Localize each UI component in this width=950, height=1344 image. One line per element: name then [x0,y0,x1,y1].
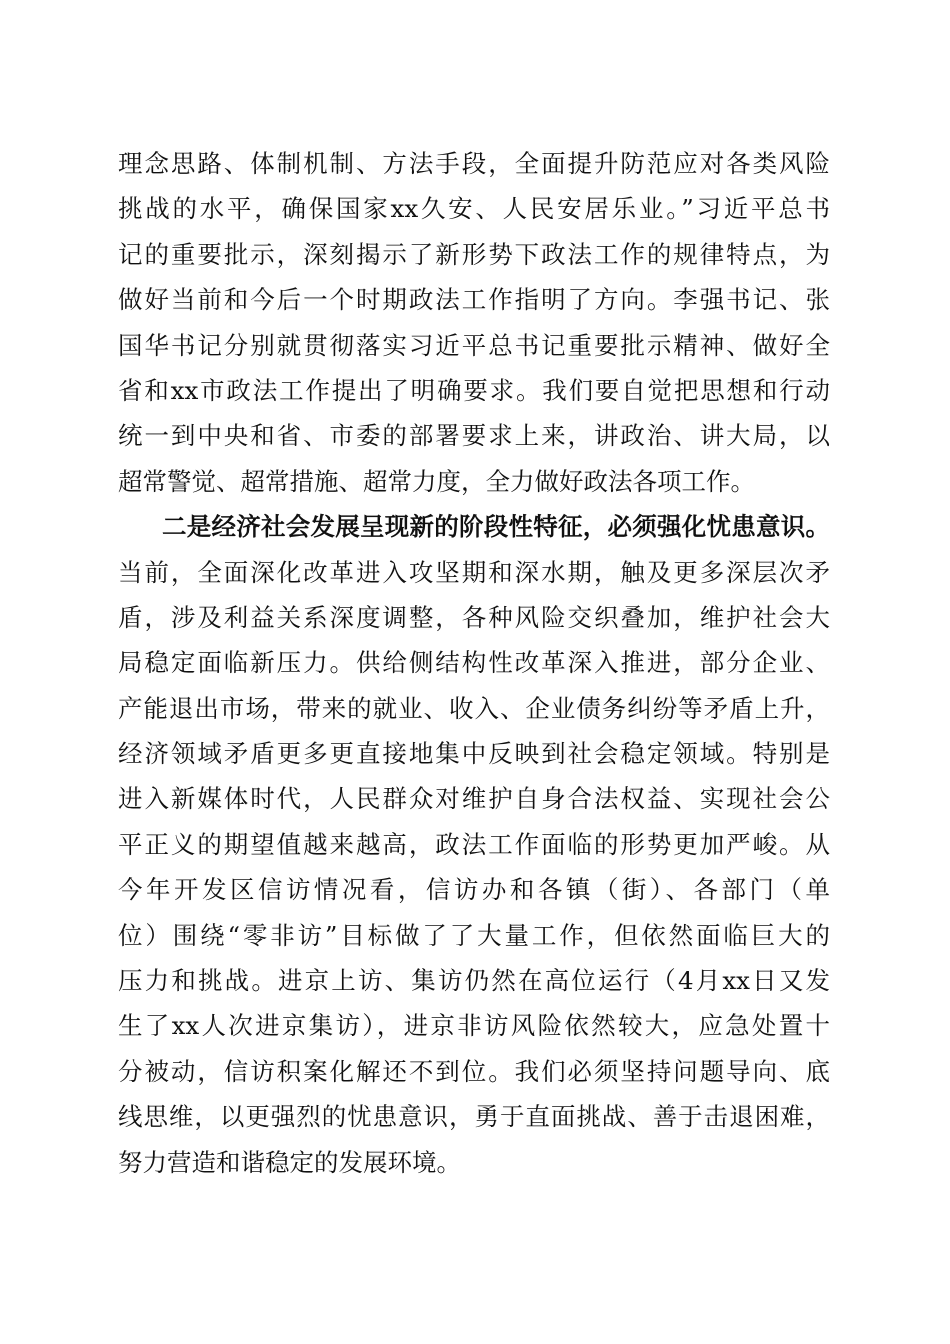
document-body [118,141,830,1185]
paragraph-1 [118,141,830,504]
paragraph-line: 分被动，信访积案化解还不到位。我们必须坚持问题导向、底 [118,1056,830,1086]
paragraph-line: 盾，涉及利益关系深度调整，各种风险交织叠加，维护社会大 [118,602,830,632]
paragraph-line: 平正义的期望值越来越高，政法工作面临的形势更加严峻。从 [118,829,830,859]
paragraph-line: 国华书记分别就贯彻落实习近平总书记重要批示精神、做好全 [118,330,830,360]
paragraph-line: 今年开发区信访情况看，信访办和各镇（街）、各部门（单 [118,875,830,905]
paragraph-line: 生了xx人次进京集访），进京非访风险依然较大，应急处置十 [118,1011,830,1041]
paragraph-line: 理念思路、体制机制、方法手段，全面提升防范应对各类风险 [118,149,830,178]
paragraph-line: 做好当前和今后一个时期政法工作指明了方向。李强书记、张 [118,285,830,315]
paragraph-line: 记的重要批示，深刻揭示了新形势下政法工作的规律特点，为 [118,239,830,269]
paragraph-line: 局稳定面临新压力。供给侧结构性改革深入推进，部分企业、 [118,648,830,678]
paragraph-line: 进入新媒体时代，人民群众对维护自身合法权益、实现社会公 [118,784,830,814]
paragraph-line: 线思维，以更强烈的忧患意识，勇于直面挑战、善于击退困难， [118,1102,830,1132]
paragraph-line: 压力和挑战。进京上访、集访仍然在高位运行（4月xx日又发 [118,966,830,996]
paragraph-2 [118,504,830,1185]
section-heading-sentence: 二是经济社会发展呈现新的阶段性特征，必须强化忧患意识。 [162,512,830,542]
paragraph-line: 经济领域矛盾更多更直接地集中反映到社会稳定领域。特别是 [118,739,830,769]
paragraph-line: 当前，全面深化改革进入攻坚期和深水期，触及更多深层次矛 [118,557,830,587]
paragraph-line: 挑战的水平，确保国家xx久安、人民安居乐业。”习近平总书 [118,194,830,224]
paragraph-line: 超常警觉、超常措施、超常力度，全力做好政法各项工作。 [118,466,755,496]
paragraph-line: 产能退出市场，带来的就业、收入、企业债务纠纷等矛盾上升， [118,693,830,723]
paragraph-line: 统一到中央和省、市委的部署要求上来，讲政治、讲大局，以 [118,421,830,451]
paragraph-line: 努力营造和谐稳定的发展环境。 [118,1147,461,1177]
paragraph-line: 位）围绕“零非访”目标做了了大量工作，但依然面临巨大的 [118,920,830,950]
paragraph-line: 省和xx市政法工作提出了明确要求。我们要自觉把思想和行动 [118,375,830,405]
